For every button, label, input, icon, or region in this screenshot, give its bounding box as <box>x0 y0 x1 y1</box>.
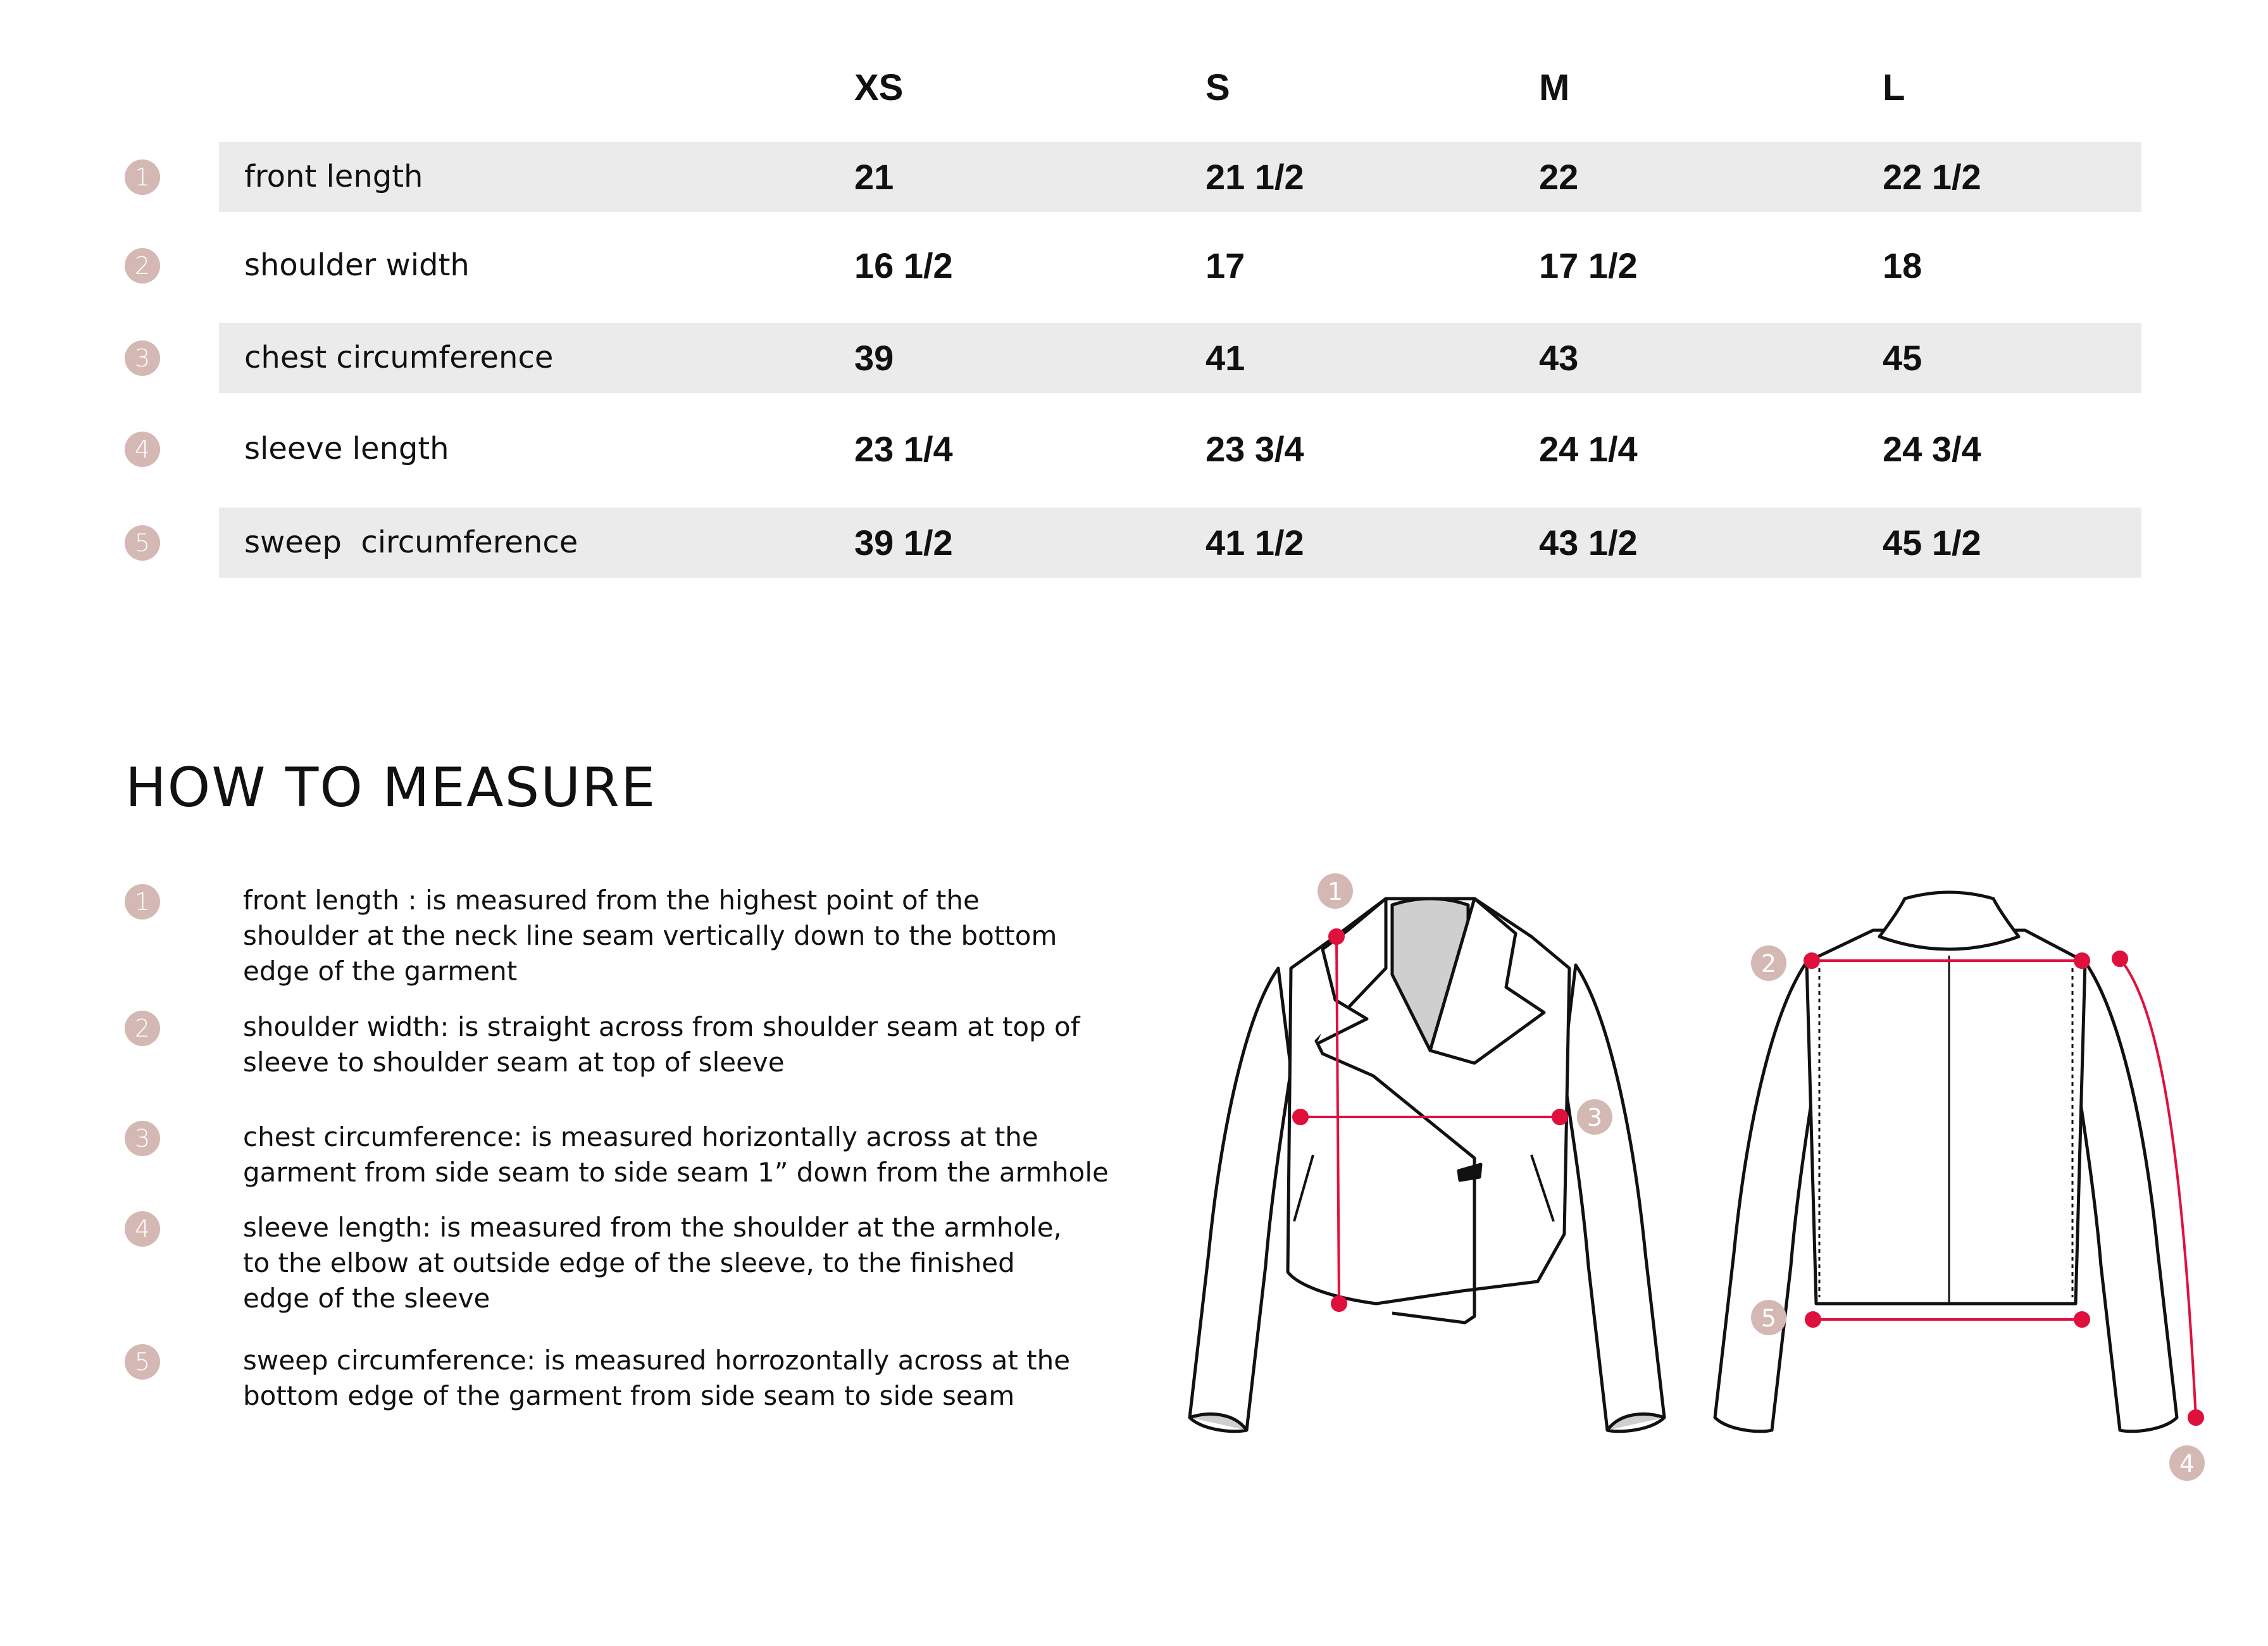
cell-xs: 23 1/4 <box>854 429 953 469</box>
cell-l: 24 3/4 <box>1883 429 1981 469</box>
row-label: sweep circumference <box>244 525 578 560</box>
row-badge: 2 <box>125 248 160 284</box>
instruction-line: bottom edge of the garment from side seam to side seam <box>243 1380 1015 1411</box>
instruction-line: shoulder width: is straight across from shoulder seam at top of <box>243 1011 1080 1042</box>
cell-m: 43 1/2 <box>1539 523 1638 563</box>
front-marker-3 <box>1577 1099 1612 1135</box>
row-badge: 5 <box>125 525 160 561</box>
cell-m: 43 <box>1539 338 1579 378</box>
svg-text:3: 3 <box>1586 1104 1603 1132</box>
instruction-line: sleeve to shoulder seam at top of sleeve <box>243 1047 785 1078</box>
cell-s: 41 1/2 <box>1206 523 1304 563</box>
instruction-line: front length : is measured from the highest point of the <box>243 885 980 916</box>
size-header-xs: XS <box>854 67 904 108</box>
section-title: HOW TO MEASURE <box>125 756 657 820</box>
jacket-illustration <box>1177 861 2253 1493</box>
instruction-shoulder-width <box>243 1009 1205 1080</box>
table-row-front-length <box>219 142 2141 212</box>
back-marker-5 <box>1751 1300 1786 1335</box>
svg-text:2: 2 <box>1760 950 1777 978</box>
cell-xs: 16 1/2 <box>854 246 953 285</box>
instruction-line: chest circumference: is measured horizontally across at the <box>243 1121 1038 1152</box>
row-label: chest circumference <box>244 340 554 375</box>
cell-l: 22 1/2 <box>1883 157 1981 197</box>
jacket-diagram <box>1177 861 2253 1497</box>
table-row-sweep-circumference <box>219 508 2141 578</box>
instruction-front-length <box>243 883 1205 989</box>
cell-l: 45 1/2 <box>1883 523 1981 563</box>
table-row-shoulder-width <box>219 230 2141 301</box>
size-header-m: M <box>1539 67 1570 108</box>
cell-l: 45 <box>1883 338 1922 378</box>
svg-text:5: 5 <box>1760 1304 1777 1332</box>
cell-xs: 21 <box>854 157 894 197</box>
row-badge: 3 <box>125 340 160 376</box>
instruction-line: to the elbow at outside edge of the sleeve, to the finished <box>243 1247 1015 1278</box>
instruction-sweep-circumference <box>243 1343 1205 1414</box>
row-label: shoulder width <box>244 247 470 283</box>
front-marker-1 <box>1318 873 1353 909</box>
cell-m: 17 1/2 <box>1539 246 1638 285</box>
row-badge: 4 <box>125 432 160 467</box>
cell-s: 21 1/2 <box>1206 157 1304 197</box>
table-row-sleeve-length <box>219 414 2141 484</box>
cell-xs: 39 <box>854 338 894 378</box>
instruction-line: sleeve length: is measured from the shoulder at the armhole, <box>243 1212 1062 1243</box>
row-label: front length <box>244 159 423 194</box>
instruction-badge: 5 <box>125 1344 160 1380</box>
instruction-chest-circumference <box>243 1119 1205 1190</box>
instruction-line: garment from side seam to side seam 1” down from the armhole <box>243 1157 1109 1188</box>
row-label: sleeve length <box>244 431 449 466</box>
table-row-chest-circumference <box>219 323 2141 393</box>
svg-text:4: 4 <box>2179 1450 2195 1478</box>
cell-s: 23 3/4 <box>1206 429 1304 469</box>
cell-s: 17 <box>1206 246 1245 285</box>
instruction-badge: 4 <box>125 1211 160 1247</box>
cell-m: 24 1/4 <box>1539 429 1638 469</box>
instruction-line: edge of the garment <box>243 956 518 987</box>
size-header-s: S <box>1206 67 1230 108</box>
instruction-badge: 2 <box>125 1011 160 1046</box>
svg-text:1: 1 <box>1327 878 1343 906</box>
back-jacket-icon <box>1715 892 2177 1431</box>
instruction-badge: 3 <box>125 1121 160 1156</box>
front-jacket-icon <box>1190 899 1664 1431</box>
back-marker-4 <box>2169 1445 2205 1481</box>
instruction-sleeve-length <box>243 1210 1205 1316</box>
back-marker-2 <box>1751 945 1786 981</box>
instruction-line: shoulder at the neck line seam vertically down to the bottom <box>243 920 1057 951</box>
instruction-line: sweep circumference: is measured horrozontally across at the <box>243 1345 1071 1376</box>
cell-l: 18 <box>1883 246 1922 285</box>
cell-m: 22 <box>1539 157 1579 197</box>
size-header-l: L <box>1883 67 1905 108</box>
instruction-badge: 1 <box>125 884 160 920</box>
cell-s: 41 <box>1206 338 1245 378</box>
instruction-line: edge of the sleeve <box>243 1283 490 1314</box>
cell-xs: 39 1/2 <box>854 523 953 563</box>
row-badge: 1 <box>125 159 160 195</box>
